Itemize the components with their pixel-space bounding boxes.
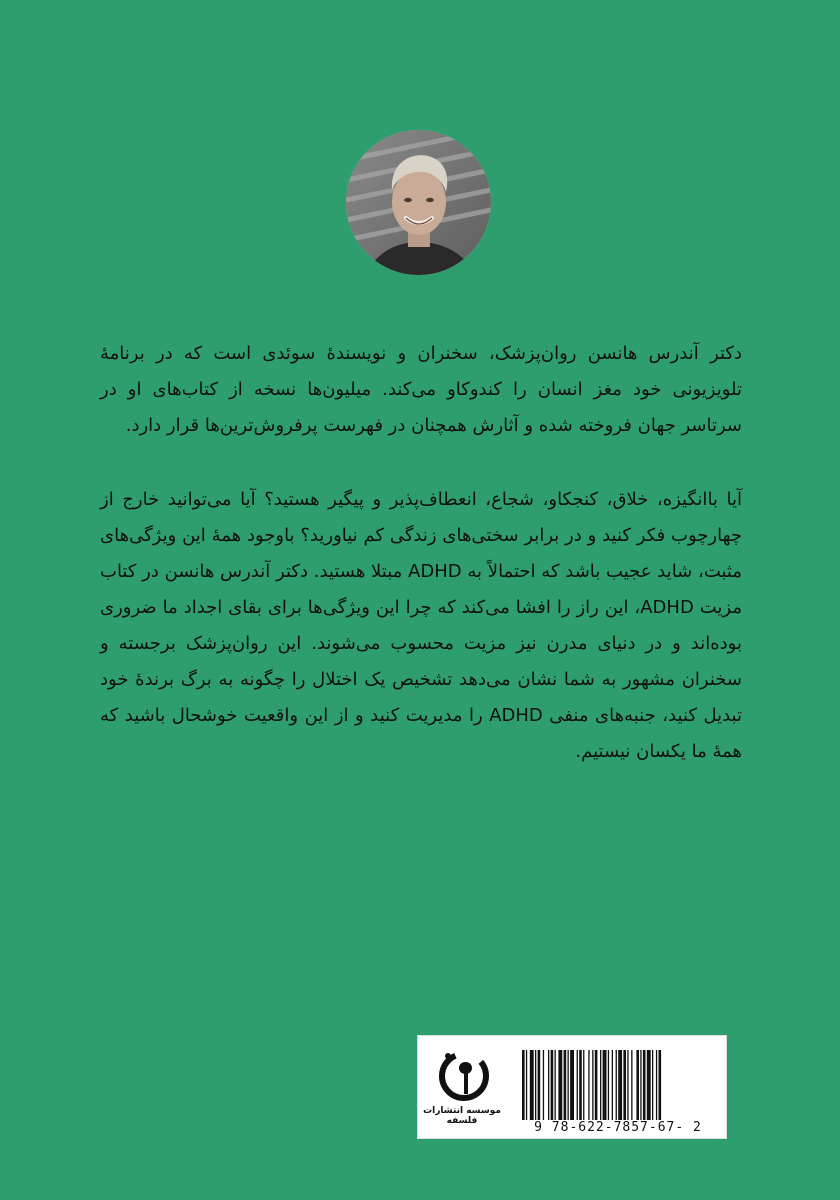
author-portrait-image (346, 130, 491, 275)
barcode-bar (647, 1050, 651, 1120)
barcode-bar (608, 1050, 609, 1120)
barcode-bar (636, 1050, 639, 1120)
barcode-bar (600, 1050, 601, 1120)
barcode-bar (530, 1050, 534, 1120)
barcode-bar (579, 1050, 582, 1120)
barcode-bar (603, 1050, 607, 1120)
barcode-bar (526, 1050, 527, 1120)
barcode-bar (595, 1050, 598, 1120)
barcode-bar (592, 1050, 593, 1120)
publisher-logo-icon (432, 1046, 492, 1106)
barcode-bar (627, 1050, 628, 1120)
barcode-bar (612, 1050, 613, 1120)
barcode-bar (643, 1050, 646, 1120)
barcode-bar (548, 1050, 549, 1120)
barcode-bar (577, 1050, 578, 1120)
barcode-bar (551, 1050, 554, 1120)
barcode-bar (631, 1050, 632, 1120)
barcode-bar (583, 1050, 584, 1120)
barcode-bar (555, 1050, 556, 1120)
barcode-bar (522, 1050, 525, 1120)
isbn-barcode (520, 1050, 716, 1120)
barcode-bar (640, 1050, 641, 1120)
barcode-panel (417, 1035, 727, 1139)
barcode-bar (558, 1050, 562, 1120)
barcode-bar (659, 1050, 662, 1120)
isbn-number: 9 78-622-7857-67- 2 (534, 1120, 702, 1135)
barcode-bar (538, 1050, 541, 1120)
publisher-name: موسسه انتشارات فلسفه (423, 1106, 501, 1126)
author-portrait (346, 130, 491, 275)
barcode-bar (570, 1050, 574, 1120)
barcode-bar (588, 1050, 589, 1120)
barcode-bar (656, 1050, 657, 1120)
barcode-bar (623, 1050, 626, 1120)
barcode-bar (564, 1050, 567, 1120)
barcode-bar (616, 1050, 617, 1120)
barcode-bar (618, 1050, 622, 1120)
author-bio: دکتر آندرس هانسن روان‌پزشک، سخنران و نویسندهٔ سوئدی است که در برنامهٔ تلویزیونی خود مغز انسان را کندوکاو می‌کند. میلیون‌ها نسخه از کتاب‌های او در سرتاسر جهان فروخته شده و آثارش همچنان در فهرست پرفروش‌ترین‌ها قرار دارد. (100, 343, 742, 436)
barcode-bar (568, 1050, 569, 1120)
barcode-bar (535, 1050, 536, 1120)
barcode-bar (652, 1050, 653, 1120)
barcode-bar (543, 1050, 544, 1120)
book-description: آیا باانگیزه، خلاق، کنجکاو، شجاع، انعطاف‌پذیر و پیگیر هستید؟ آیا می‌توانید خارج از چهارچوب فکر کنید و در برابر سختی‌های زندگی کم نیاورید؟ باوجود همهٔ این ویژگی‌های مثبت، شاید عجیب باشد که احتمالاً به ADHD مبتلا هستید. دکتر آندرس هانسن در کتاب مزیت ADHD، این راز را افشا می‌کند که چرا این ویژگی‌ها برای بقای اجداد ما ضروری بوده‌اند و در دنیای مدرن نیز مزیت محسوب می‌شوند. این روان‌پزشک برجسته و سخنران مشهور به شما نشان می‌دهد تشخیص یک اختلال را چگونه به برگ برندهٔ خود تبدیل کنید، جنبه‌های منفی ADHD را مدیریت کنید و از این واقعیت خوشحال باشید که همهٔ ما یکسان نیستیم. (100, 489, 743, 762)
